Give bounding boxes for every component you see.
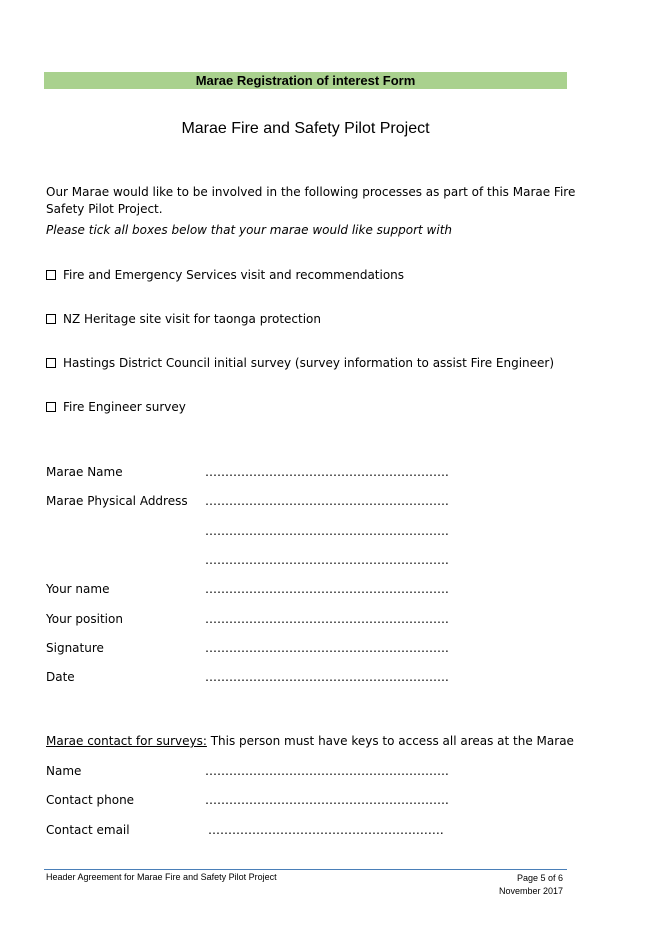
contact-heading-line	[46, 734, 574, 748]
option-hastings-survey	[46, 356, 554, 370]
contact-note: This person must have keys to access all areas at the Marae	[206, 734, 574, 748]
your-name-field[interactable]: …………………………………………………….	[205, 582, 449, 596]
footer-document-title: Header Agreement for Marae Fire and Safety Pilot Project	[46, 872, 277, 882]
option-label: Fire and Emergency Services visit and recommendations	[63, 268, 405, 282]
your-position-label: Your position	[46, 612, 123, 626]
checkbox[interactable]	[46, 402, 56, 412]
your-position-field[interactable]: …………………………………………………….	[205, 612, 449, 626]
page-number: Page 5 of 6	[516, 873, 563, 883]
footer-page-info	[499, 872, 563, 898]
contact-phone-field[interactable]: …………………………………………………….	[205, 793, 449, 807]
contact-heading: Marae contact for surveys:	[46, 734, 207, 748]
instruction-text: Please tick all boxes below that your marae would like support with	[46, 223, 453, 237]
signature-field[interactable]: …………………………………………………….	[205, 641, 449, 655]
option-nz-heritage	[46, 312, 321, 326]
date-label: Date	[46, 670, 75, 684]
signature-label: Signature	[46, 641, 104, 655]
footer-date: November 2017	[498, 886, 563, 896]
marae-address-field-2[interactable]: …………………………………………………….	[205, 524, 449, 538]
marae-name-label: Marae Name	[46, 465, 123, 479]
marae-address-label: Marae Physical Address	[46, 494, 188, 508]
option-label: Fire Engineer survey	[63, 400, 186, 414]
marae-address-field-3[interactable]: …………………………………………………….	[205, 553, 449, 567]
page-title: Marae Fire and Safety Pilot Project	[181, 120, 430, 137]
checkbox[interactable]	[46, 314, 56, 324]
checkbox[interactable]	[46, 358, 56, 368]
checkbox[interactable]	[46, 270, 56, 280]
form-title-banner: Marae Registration of interest Form	[44, 72, 567, 89]
marae-name-field[interactable]: …………………………………………………….	[205, 465, 449, 479]
your-name-label: Your name	[46, 582, 110, 596]
marae-address-field-1[interactable]: …………………………………………………….	[205, 494, 449, 508]
contact-phone-label: Contact phone	[46, 793, 135, 807]
date-field[interactable]: …………………………………………………….	[205, 670, 449, 684]
contact-email-label: Contact email	[46, 823, 130, 837]
contact-email-field[interactable]: …………………………………………….…….	[208, 823, 444, 837]
option-fire-emergency	[46, 268, 404, 282]
option-fire-engineer	[46, 400, 186, 414]
intro-paragraph: Our Marae would like to be involved in the following processes as part of this Marae Fire Safety Pilot Project.	[46, 185, 576, 216]
footer-divider	[44, 869, 567, 870]
contact-name-field[interactable]: …………………………………………………….	[205, 764, 449, 778]
option-label: NZ Heritage site visit for taonga protection	[63, 312, 321, 326]
contact-name-label: Name	[46, 764, 82, 778]
option-label: Hastings District Council initial survey (survey information to assist Fire Engineer)	[63, 356, 555, 370]
